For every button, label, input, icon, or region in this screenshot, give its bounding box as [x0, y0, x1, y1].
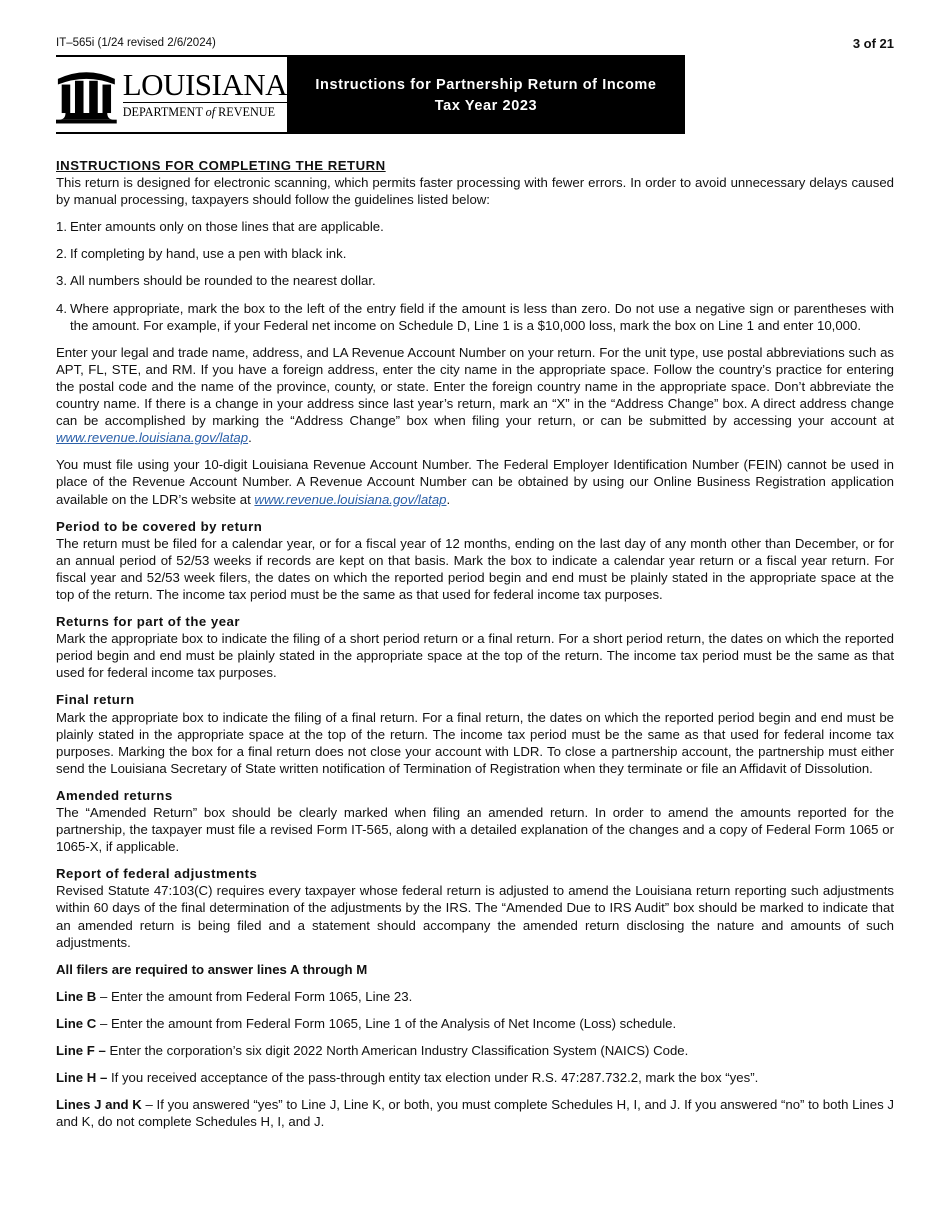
- page-number: 3 of 21: [852, 36, 894, 51]
- logo-department-name: DEPARTMENT of REVENUE: [123, 102, 287, 119]
- instructions-body: [56, 157, 894, 1140]
- form-id: IT–565i (1/24 revised 2/6/2024): [56, 37, 216, 49]
- logo-state-name: LOUISIANA: [122, 67, 287, 102]
- address-paragraph: Enter your legal and trade name, address, and LA Revenue Account Number on your return. For the unit type, use postal abbreviations such as APT, FL, STE, and RM. If you have a foreign address, enter the city name in the appropriate space. Follow the country’s practice for entering the postal code and the name of the province, county, or state. Enter the foreign country name in the appropriate space. Don’t abbreviate the country name. If there is a change in your address since last year’s return, mark an “X” in the “Address Change” box. A direct address change can be accomplished by marking the “Address Change” box when filing your return, or can be submitted by accessing your account at www.revenue.louisiana.gov/latap.: [56, 344, 894, 446]
- line-instruction: Lines J and K – If you answered “yes” to Line J, Line K, or both, you must complete Schedules H, I, and J. If you answered “no” to both Lines J and K, do not complete Schedules H, I, and J.: [56, 1097, 894, 1130]
- list-item: 2. If completing by hand, use a pen with black ink.: [56, 246, 347, 262]
- document-title: [287, 55, 685, 134]
- title-line-2: Tax Year 2023: [434, 97, 538, 114]
- list-item: 3. All numbers should be rounded to the nearest dollar.: [56, 273, 376, 289]
- section-heading: Period to be covered by return: [56, 518, 263, 534]
- latap-link[interactable]: www.revenue.louisiana.gov/latap: [56, 430, 249, 446]
- section-heading: Amended returns: [56, 787, 173, 803]
- section-title: INSTRUCTIONS FOR COMPLETING THE RETURN: [56, 158, 386, 173]
- guidelines-list: [56, 218, 894, 333]
- section-heading: Report of federal adjustments: [56, 866, 258, 882]
- pelican-columns-icon: [56, 64, 117, 126]
- section-heading: Final return: [56, 692, 135, 708]
- line-instruction: Line C – Enter the amount from Federal Form 1065, Line 1 of the Analysis of Net Income (Loss) schedule.: [56, 1015, 677, 1031]
- line-instruction: Line B – Enter the amount from Federal Form 1065, Line 23.: [56, 988, 413, 1004]
- all-filers-note: All filers are required to answer lines A through M: [56, 961, 368, 977]
- line-instruction: Line F – Enter the corporation’s six digit 2022 North American Industry Classification System (NAICS) Code.: [56, 1043, 689, 1059]
- section-text: The “Amended Return” box should be clearly marked when filing an amended return. In order to amend the amounts reported for the partnership, the taxpayer must file a revised Form IT-565, along with a detailed explanation of the changes and a copy of Federal Form 1065 or 1065-X, if applicable.: [56, 805, 894, 855]
- latap-link[interactable]: www.revenue.louisiana.gov/latap: [254, 491, 447, 507]
- section-text: Mark the appropriate box to indicate the filing of a final return. For a final return, the dates on which the reported period begin and end must be plainly stated in the appropriate space at the top of the return. The income tax period must be the same as that used for federal income tax purposes. Marking the box for a final return does not close your account with LDR. To close a partnership account, the partnership must either send the Louisiana Secretary of State written notification of Termination of Registration when they terminate or file an Affidavit of Dissolution.: [56, 709, 894, 776]
- list-item: 1. Enter amounts only on those lines that are applicable.: [56, 219, 384, 235]
- list-item: 4. Where appropriate, mark the box to the left of the entry field if the amount is less than zero. Do not use a negative sign or parentheses with the amount. For example, if your Federal net income on Schedule D, Line 1 is a $10,000 loss, mark the box on Line 1 and enter 10,000.: [56, 300, 894, 333]
- section-text: The return must be filed for a calendar year, or for a fiscal year of 12 months, ending on the last day of any month other than December, or for an annual period of 52/53 weeks if records are kept on that basis. Mark the box to indicate a calendar year return or a fiscal year return. For fiscal year and 52/53 week filers, the dates on which the reported period begin and end must be plainly stated in the appropriate space at the top of the return. The income tax period must be the same as that used for federal income tax purposes.: [56, 535, 894, 602]
- section-text: Mark the appropriate box to indicate the filing of a short period return or a final return. For a short period return, the dates on which the reported period begin and end must be plainly stated in the appropriate space at the top of the return. The income tax period must be the same as that used for federal income tax purposes.: [56, 631, 894, 681]
- title-line-1: Instructions for Partnership Return of Income: [315, 76, 657, 93]
- section-text: Revised Statute 47:103(C) requires every taxpayer whose federal return is adjusted to amend the Louisiana return reporting such adjustments within 60 days of the final determination of the adjustments by the IRS. The “Amended Due to IRS Audit” box should be marked to indicate that an amended return is being filed and a statement should accompany the amended return disclosing the nature and amounts of such adjustments.: [56, 883, 894, 950]
- account-number-paragraph: You must file using your 10-digit Louisiana Revenue Account Number. The Federal Employer Identification Number (FEIN) cannot be used in place of the Revenue Account Number. A Revenue Account Number can be obtained by using our Online Business Registration application available on the LDR’s website at www.revenue.louisiana.gov/latap.: [56, 457, 894, 507]
- ldr-logo: [56, 55, 287, 134]
- header-banner: [56, 55, 685, 134]
- line-instruction: Line H – If you received acceptance of the pass-through entity tax election under R.S. 47:287.732.2, mark the box “yes”.: [56, 1070, 759, 1086]
- intro-paragraph: This return is designed for electronic scanning, which permits faster processing with fewer errors. In order to avoid unnecessary delays caused by manual processing, taxpayers should follow the guidelines listed below:: [56, 175, 894, 208]
- section-heading: Returns for part of the year: [56, 614, 241, 630]
